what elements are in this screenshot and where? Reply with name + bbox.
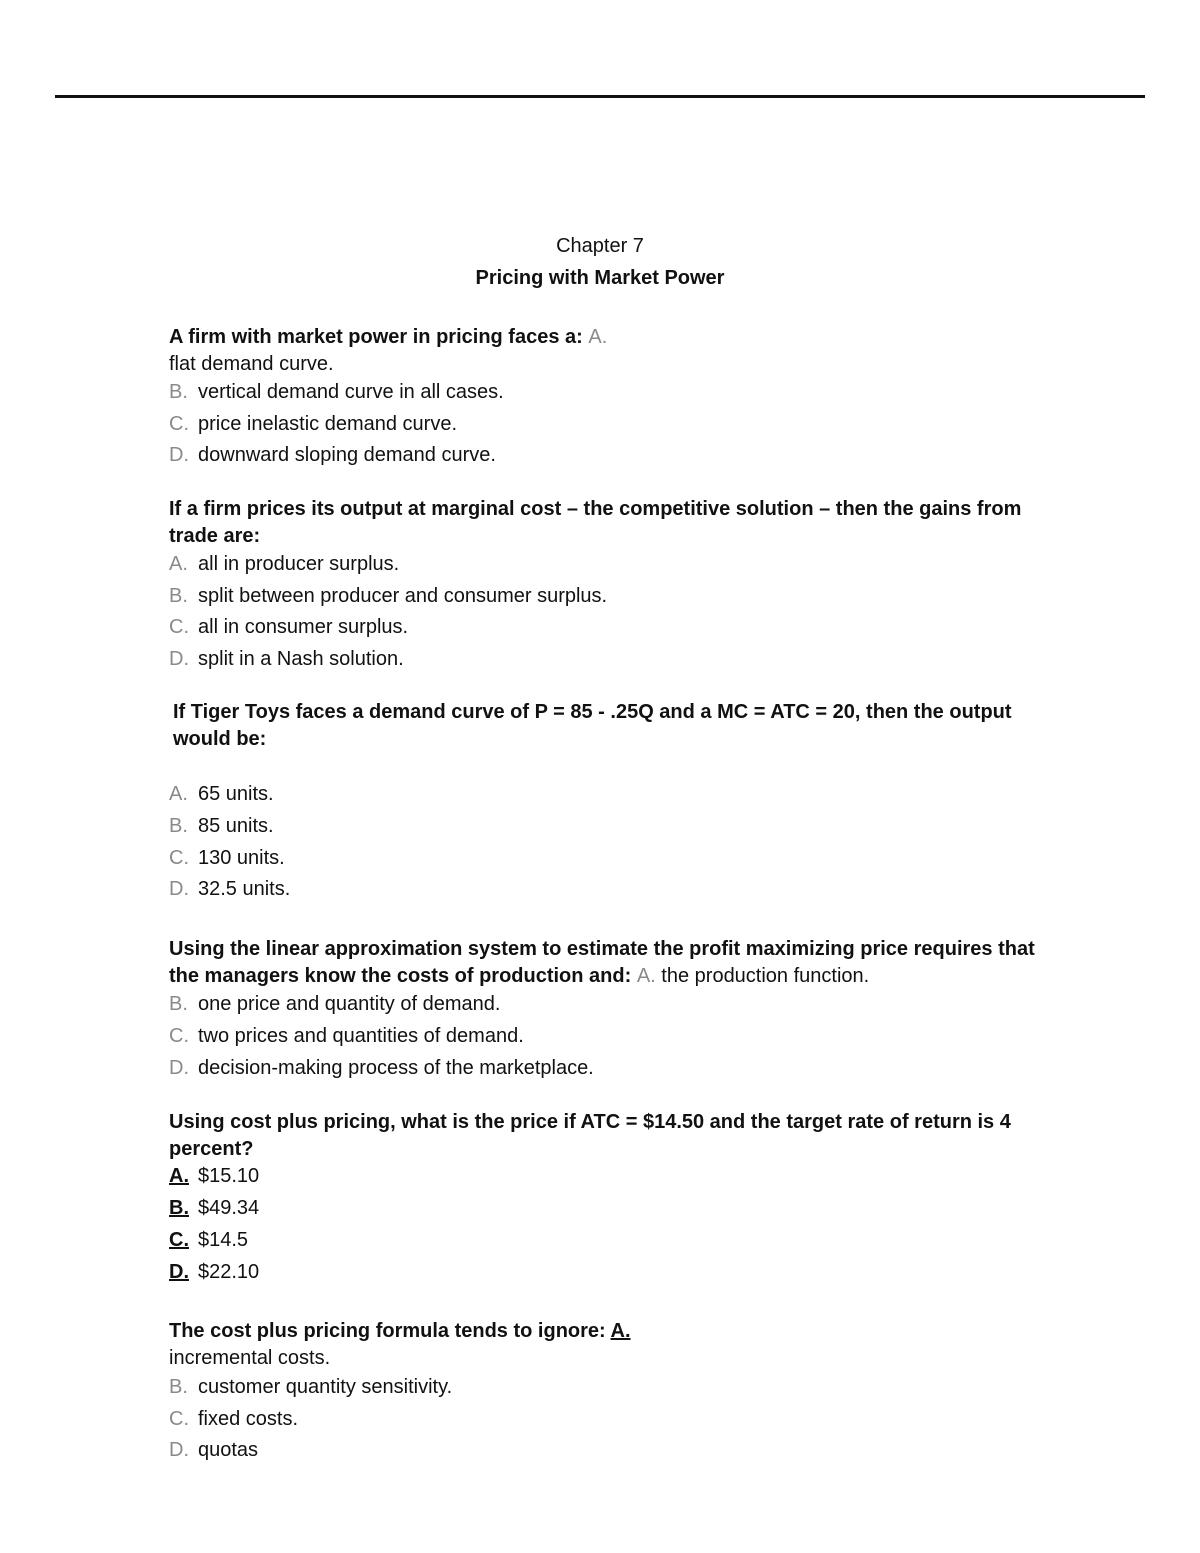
option-letter: A. — [169, 783, 188, 805]
chapter-label: Chapter 7 — [556, 235, 644, 257]
option-b — [169, 583, 607, 610]
question-5 — [169, 1109, 1069, 1163]
option-letter: B. — [169, 993, 188, 1015]
top-rule — [55, 95, 1145, 98]
option-text: downward sloping demand curve. — [198, 444, 496, 466]
option-c — [169, 1227, 248, 1254]
option-letter: C. — [169, 847, 189, 869]
option-text: $22.10 — [198, 1261, 260, 1283]
question-2 — [169, 496, 1069, 550]
option-a — [169, 551, 399, 578]
option-letter: C. — [169, 1025, 189, 1047]
option-text: decision-making process of the marketplace. — [198, 1057, 594, 1079]
option-text: all in consumer surplus. — [198, 616, 409, 638]
option-text: 85 units. — [198, 815, 274, 837]
option-text: one price and quantity of demand. — [198, 993, 501, 1015]
option-letter: D. — [169, 1261, 189, 1283]
option-d — [169, 1437, 258, 1464]
option-letter: A. — [636, 965, 656, 987]
option-letter: B. — [169, 815, 188, 837]
option-letter: A. — [588, 326, 608, 348]
option-letter: C. — [169, 1229, 189, 1251]
option-b — [169, 379, 504, 406]
option-b — [169, 1374, 452, 1401]
option-b — [169, 1195, 259, 1222]
option-letter: B. — [169, 1197, 189, 1219]
option-letter: A. — [169, 1165, 189, 1187]
option-letter: B. — [169, 381, 188, 403]
option-letter: C. — [169, 616, 189, 638]
option-d — [169, 442, 496, 469]
option-text: flat demand curve. — [169, 353, 334, 375]
option-text: all in producer surplus. — [198, 553, 400, 575]
option-c — [169, 614, 408, 641]
option-c — [169, 1023, 524, 1050]
option-letter: D. — [169, 648, 189, 670]
option-text: split in a Nash solution. — [198, 648, 404, 670]
question-stem: If Tiger Toys faces a demand curve of P = 85 - .25Q and a MC = ATC = 20, then the output would be: — [173, 701, 1012, 750]
option-text: $49.34 — [198, 1197, 260, 1219]
option-letter: A. — [610, 1320, 631, 1342]
option-a — [169, 781, 274, 808]
option-letter: C. — [169, 413, 189, 435]
option-b — [169, 991, 500, 1018]
question-stem: A firm with market power in pricing faces a: — [169, 326, 583, 348]
question-stem: Using cost plus pricing, what is the price if ATC = $14.50 and the target rate of return is 4 percent? — [169, 1111, 1011, 1160]
option-letter: D. — [169, 878, 189, 900]
option-text: vertical demand curve in all cases. — [198, 381, 504, 403]
option-d — [169, 1259, 259, 1286]
option-d — [169, 1055, 594, 1082]
option-text: customer quantity sensitivity. — [198, 1376, 453, 1398]
option-text: two prices and quantities of demand. — [198, 1025, 524, 1047]
question-stem: The cost plus pricing formula tends to ignore: — [169, 1320, 606, 1342]
option-text: split between producer and consumer surplus. — [198, 585, 608, 607]
option-text: 130 units. — [198, 847, 285, 869]
option-letter: A. — [169, 553, 188, 575]
question-6 — [169, 1318, 1069, 1372]
chapter-title: Pricing with Market Power — [475, 267, 725, 289]
option-text: 32.5 units. — [198, 878, 291, 900]
option-c — [169, 845, 285, 872]
question-1 — [169, 324, 1069, 378]
question-4 — [169, 936, 1069, 990]
option-letter: D. — [169, 1439, 189, 1461]
option-letter: D. — [169, 1057, 189, 1079]
option-letter: B. — [169, 1376, 188, 1398]
option-a — [169, 1163, 259, 1190]
option-c — [169, 1406, 298, 1433]
option-text: the production function. — [661, 965, 870, 987]
option-c — [169, 411, 457, 438]
option-text: price inelastic demand curve. — [198, 413, 458, 435]
question-3 — [173, 699, 1073, 753]
option-text: $14.5 — [198, 1229, 249, 1251]
option-text: fixed costs. — [198, 1408, 299, 1430]
option-b — [169, 813, 274, 840]
option-letter: B. — [169, 585, 188, 607]
option-text: $15.10 — [198, 1165, 260, 1187]
option-letter: D. — [169, 444, 189, 466]
question-stem: Using the linear approximation system to estimate the profit maximizing price requires that the managers know the costs of production and: — [169, 938, 1035, 987]
question-stem: If a firm prices its output at marginal cost – the competitive solution – then the gains from trade are: — [169, 498, 1022, 547]
option-d — [169, 876, 290, 903]
option-text: 65 units. — [198, 783, 274, 805]
option-d — [169, 646, 404, 673]
option-text: quotas — [198, 1439, 259, 1461]
option-letter: C. — [169, 1408, 189, 1430]
option-text: incremental costs. — [169, 1347, 331, 1369]
